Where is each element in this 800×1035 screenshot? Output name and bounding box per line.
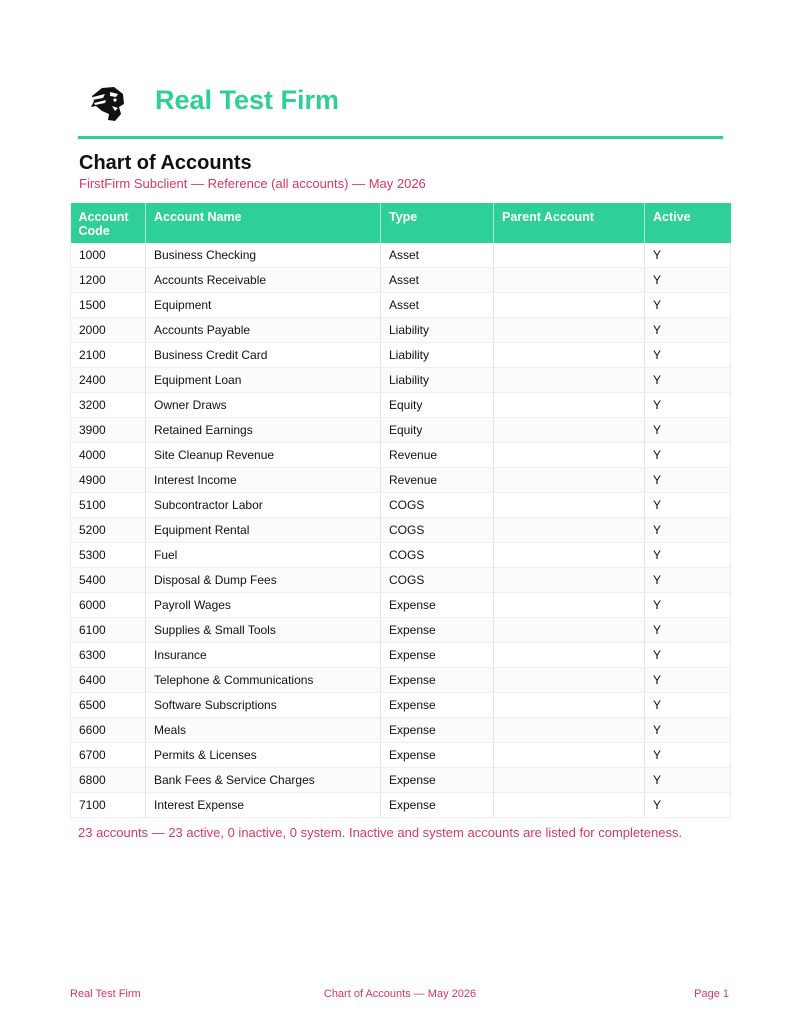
table-row bbox=[71, 543, 731, 568]
parent-account-cell bbox=[494, 643, 645, 668]
account-code-cell: 6800 bbox=[71, 768, 146, 793]
account-code-cell: 6000 bbox=[71, 593, 146, 618]
active-cell: Y bbox=[645, 693, 731, 718]
table-row bbox=[71, 518, 731, 543]
table-row bbox=[71, 318, 731, 343]
type-cell: Liability bbox=[381, 318, 494, 343]
account-name-cell: Permits & Licenses bbox=[146, 743, 381, 768]
account-code-cell: 6100 bbox=[71, 618, 146, 643]
report-subtitle: FirstFirm Subclient — Reference (all accounts) — May 2026 bbox=[79, 176, 426, 191]
type-cell: Expense bbox=[381, 793, 494, 818]
footer-firm-name: Real Test Firm bbox=[70, 988, 141, 1000]
column-header-account-code: Account Code bbox=[71, 203, 146, 243]
type-cell: Expense bbox=[381, 743, 494, 768]
footer-report-title: Chart of Accounts — May 2026 bbox=[323, 988, 477, 1000]
table-row bbox=[71, 618, 731, 643]
account-code-cell: 2100 bbox=[71, 343, 146, 368]
accounts-table bbox=[70, 203, 731, 818]
table-row bbox=[71, 693, 731, 718]
parent-account-cell bbox=[494, 718, 645, 743]
table-row bbox=[71, 418, 731, 443]
table-row bbox=[71, 568, 731, 593]
account-name-cell: Equipment Loan bbox=[146, 368, 381, 393]
account-code-cell: 2400 bbox=[71, 368, 146, 393]
account-code-cell: 1200 bbox=[71, 268, 146, 293]
account-name-cell: Equipment bbox=[146, 293, 381, 318]
parent-account-cell bbox=[494, 368, 645, 393]
account-name-cell: Site Cleanup Revenue bbox=[146, 443, 381, 468]
account-code-cell: 6500 bbox=[71, 693, 146, 718]
parent-account-cell bbox=[494, 243, 645, 268]
account-code-cell: 3200 bbox=[71, 393, 146, 418]
active-cell: Y bbox=[645, 368, 731, 393]
active-cell: Y bbox=[645, 443, 731, 468]
type-cell: Expense bbox=[381, 718, 494, 743]
column-header-account-name: Account Name bbox=[146, 203, 381, 243]
type-cell: COGS bbox=[381, 518, 494, 543]
account-name-cell: Business Credit Card bbox=[146, 343, 381, 368]
column-header-active: Active bbox=[645, 203, 731, 243]
account-name-cell: Interest Expense bbox=[146, 793, 381, 818]
active-cell: Y bbox=[645, 518, 731, 543]
parent-account-cell bbox=[494, 743, 645, 768]
table-row bbox=[71, 593, 731, 618]
parent-account-cell bbox=[494, 668, 645, 693]
parent-account-cell bbox=[494, 793, 645, 818]
account-code-cell: 7100 bbox=[71, 793, 146, 818]
account-code-cell: 6600 bbox=[71, 718, 146, 743]
account-code-cell: 6700 bbox=[71, 743, 146, 768]
account-name-cell: Telephone & Communications bbox=[146, 668, 381, 693]
report-header bbox=[78, 80, 723, 138]
table-row bbox=[71, 268, 731, 293]
type-cell: Liability bbox=[381, 343, 494, 368]
account-name-cell: Subcontractor Labor bbox=[146, 493, 381, 518]
account-name-cell: Supplies & Small Tools bbox=[146, 618, 381, 643]
account-name-cell: Interest Income bbox=[146, 468, 381, 493]
active-cell: Y bbox=[645, 343, 731, 368]
parent-account-cell bbox=[494, 293, 645, 318]
parent-account-cell bbox=[494, 468, 645, 493]
type-cell: Liability bbox=[381, 368, 494, 393]
parent-account-cell bbox=[494, 393, 645, 418]
table-row bbox=[71, 768, 731, 793]
account-name-cell: Insurance bbox=[146, 643, 381, 668]
parent-account-cell bbox=[494, 518, 645, 543]
parent-account-cell bbox=[494, 443, 645, 468]
active-cell: Y bbox=[645, 618, 731, 643]
active-cell: Y bbox=[645, 268, 731, 293]
account-name-cell: Fuel bbox=[146, 543, 381, 568]
parent-account-cell bbox=[494, 593, 645, 618]
type-cell: Expense bbox=[381, 668, 494, 693]
active-cell: Y bbox=[645, 318, 731, 343]
table-row bbox=[71, 393, 731, 418]
type-cell: Asset bbox=[381, 293, 494, 318]
summary-note: 23 accounts — 23 active, 0 inactive, 0 system. Inactive and system accounts are listed for completeness. bbox=[78, 825, 683, 840]
active-cell: Y bbox=[645, 293, 731, 318]
type-cell: COGS bbox=[381, 568, 494, 593]
table-row bbox=[71, 293, 731, 318]
type-cell: Expense bbox=[381, 693, 494, 718]
account-code-cell: 4900 bbox=[71, 468, 146, 493]
active-cell: Y bbox=[645, 768, 731, 793]
table-row bbox=[71, 793, 731, 818]
active-cell: Y bbox=[645, 668, 731, 693]
table-row bbox=[71, 743, 731, 768]
table-row bbox=[71, 718, 731, 743]
type-cell: Revenue bbox=[381, 443, 494, 468]
type-cell: Revenue bbox=[381, 468, 494, 493]
table-row bbox=[71, 443, 731, 468]
parent-account-cell bbox=[494, 568, 645, 593]
active-cell: Y bbox=[645, 743, 731, 768]
table-body bbox=[71, 243, 731, 818]
account-name-cell: Accounts Payable bbox=[146, 318, 381, 343]
parent-account-cell bbox=[494, 318, 645, 343]
report-title: Chart of Accounts bbox=[79, 152, 252, 174]
type-cell: Expense bbox=[381, 643, 494, 668]
account-code-cell: 5300 bbox=[71, 543, 146, 568]
account-name-cell: Bank Fees & Service Charges bbox=[146, 768, 381, 793]
active-cell: Y bbox=[645, 493, 731, 518]
active-cell: Y bbox=[645, 593, 731, 618]
account-code-cell: 3900 bbox=[71, 418, 146, 443]
parent-account-cell bbox=[494, 418, 645, 443]
firm-name: Real Test Firm bbox=[155, 85, 340, 115]
type-cell: COGS bbox=[381, 543, 494, 568]
type-cell: Expense bbox=[381, 593, 494, 618]
table-row bbox=[71, 643, 731, 668]
account-code-cell: 1000 bbox=[71, 243, 146, 268]
table-header-row bbox=[71, 203, 731, 243]
account-name-cell: Disposal & Dump Fees bbox=[146, 568, 381, 593]
parent-account-cell bbox=[494, 343, 645, 368]
active-cell: Y bbox=[645, 568, 731, 593]
parent-account-cell bbox=[494, 268, 645, 293]
table-row bbox=[71, 243, 731, 268]
type-cell: COGS bbox=[381, 493, 494, 518]
account-name-cell: Retained Earnings bbox=[146, 418, 381, 443]
active-cell: Y bbox=[645, 418, 731, 443]
account-name-cell: Accounts Receivable bbox=[146, 268, 381, 293]
account-name-cell: Equipment Rental bbox=[146, 518, 381, 543]
type-cell: Equity bbox=[381, 418, 494, 443]
account-code-cell: 5200 bbox=[71, 518, 146, 543]
account-code-cell: 1500 bbox=[71, 293, 146, 318]
table-row bbox=[71, 468, 731, 493]
type-cell: Expense bbox=[381, 768, 494, 793]
parent-account-cell bbox=[494, 618, 645, 643]
account-code-cell: 5100 bbox=[71, 493, 146, 518]
parent-account-cell bbox=[494, 543, 645, 568]
column-header-parent-account: Parent Account bbox=[494, 203, 645, 243]
header-divider bbox=[78, 136, 723, 139]
account-name-cell: Business Checking bbox=[146, 243, 381, 268]
account-code-cell: 6300 bbox=[71, 643, 146, 668]
parent-account-cell bbox=[494, 693, 645, 718]
active-cell: Y bbox=[645, 243, 731, 268]
type-cell: Asset bbox=[381, 268, 494, 293]
account-name-cell: Payroll Wages bbox=[146, 593, 381, 618]
account-name-cell: Software Subscriptions bbox=[146, 693, 381, 718]
account-code-cell: 5400 bbox=[71, 568, 146, 593]
active-cell: Y bbox=[645, 393, 731, 418]
type-cell: Asset bbox=[381, 243, 494, 268]
table-row bbox=[71, 368, 731, 393]
account-code-cell: 2000 bbox=[71, 318, 146, 343]
column-header-type: Type bbox=[381, 203, 494, 243]
account-code-cell: 6400 bbox=[71, 668, 146, 693]
type-cell: Equity bbox=[381, 393, 494, 418]
parent-account-cell bbox=[494, 493, 645, 518]
table-row bbox=[71, 668, 731, 693]
account-code-cell: 4000 bbox=[71, 443, 146, 468]
knight-head-icon bbox=[88, 84, 128, 124]
active-cell: Y bbox=[645, 543, 731, 568]
parent-account-cell bbox=[494, 768, 645, 793]
active-cell: Y bbox=[645, 793, 731, 818]
active-cell: Y bbox=[645, 468, 731, 493]
account-name-cell: Owner Draws bbox=[146, 393, 381, 418]
table-row bbox=[71, 343, 731, 368]
active-cell: Y bbox=[645, 718, 731, 743]
table-row bbox=[71, 493, 731, 518]
account-name-cell: Meals bbox=[146, 718, 381, 743]
type-cell: Expense bbox=[381, 618, 494, 643]
footer-page-number: Page 1 bbox=[694, 988, 729, 1000]
active-cell: Y bbox=[645, 643, 731, 668]
